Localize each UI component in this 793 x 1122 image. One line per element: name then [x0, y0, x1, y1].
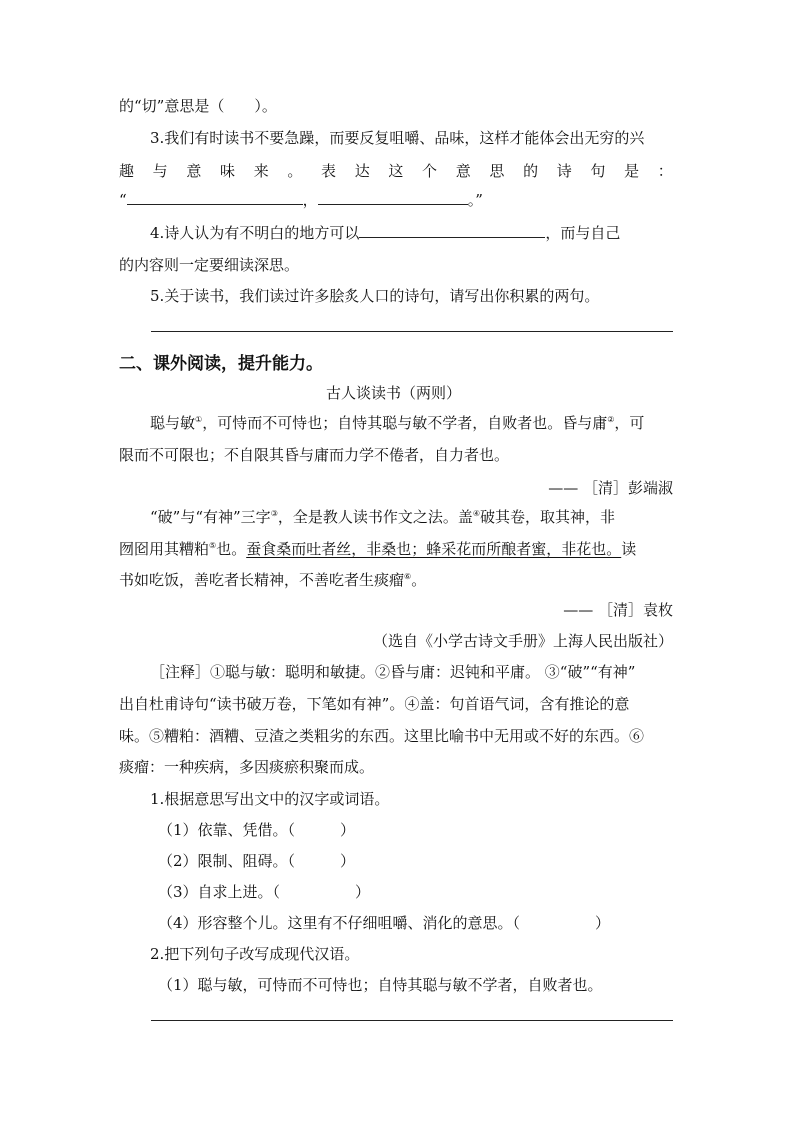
question-1: 1.根据意思写出文中的汉字或词语。 [150, 790, 390, 808]
q3-char: 是 [624, 162, 640, 180]
q3-char: 趣 [119, 162, 135, 180]
q3-char: 意 [186, 162, 202, 180]
notes-line2: 出自杜甫诗句“读书破万卷，下笔如有神”。④盖：句首语气词，含有推论的意 [119, 695, 630, 713]
underlined-sentence: 蚕食桑而吐者丝，非桑也；蜂采花而所酿者蜜，非花也。 [246, 540, 622, 558]
q3-char: ： [657, 162, 673, 180]
q5: 5.关于读书，我们读过许多脍炙人口的诗句，请写出你积累的两句。 [150, 287, 600, 305]
text: 聪与敏 [150, 414, 196, 432]
q3-blank-1[interactable] [127, 204, 303, 205]
footnote-mark: ⑤ [209, 541, 217, 550]
q3-char: 味 [220, 162, 236, 180]
text: 。 [411, 571, 427, 589]
question-1-1: （1）依靠、凭借。（ ） [158, 821, 356, 839]
q3-char: 思 [489, 162, 505, 180]
text: 也。 [216, 540, 247, 558]
source: （选自《小学古诗文手册》上海人民出版社） [372, 632, 673, 650]
q2-1-answer-line[interactable] [151, 1020, 673, 1021]
q3-blank-2[interactable] [318, 204, 468, 205]
q4-blank[interactable] [359, 237, 545, 238]
text: ，全是教人读书作文之法。盖 [277, 508, 473, 526]
q3-char: 达 [354, 162, 370, 180]
footnote-mark: ⑥ [404, 572, 412, 581]
passage-title: 古人谈读书（两则） [326, 384, 462, 402]
notes-line4: 痰瘤：一种疾病，多因痰瘀积聚而成。 [119, 758, 375, 776]
q3-char: 意 [455, 162, 471, 180]
q3-char: 来 [253, 162, 269, 180]
text: 囫囵用其糟粕 [119, 540, 210, 558]
q3-char: 这 [388, 162, 404, 180]
question-1-3: （3）自求上进。（ ） [158, 883, 371, 901]
q3-line2 [119, 160, 673, 181]
q2-tail: 的“切”意思是（ ）。 [119, 97, 277, 115]
q4-line2: 的内容则一定要细读深思。 [119, 256, 300, 274]
q3-line1: 3.我们有时读书不要急躁，而要反复咀嚼、品味，这样才能体会出无穷的兴 [150, 129, 645, 147]
q3-char: 诗 [556, 162, 572, 180]
passage2-line1 [150, 506, 615, 527]
close-quote: 。” [467, 191, 483, 209]
footnote-mark: ④ [472, 509, 481, 518]
q4-text-a: 4.诗人认为有不明白的地方可以 [150, 224, 360, 242]
passage1-line1 [150, 412, 644, 433]
question-1-2: （2）限制、阻碍。（ ） [158, 852, 356, 870]
notes-line3: 味。⑤糟粕：酒糟、豆渣之类粗劣的东西。这里比喻书中无用或不好的东西。⑥ [119, 727, 645, 745]
passage1-line2: 限而不可限也；不自限其昏与庸而力学不倦者，自力者也。 [119, 446, 510, 464]
footnote-mark: ① [195, 415, 203, 424]
author-1: —— ［清］彭端淑 [548, 479, 673, 497]
section-heading: 二、课外阅读，提升能力。 [119, 354, 323, 374]
comma: ， [302, 191, 318, 209]
question-2: 2.把下列句子改写成现代汉语。 [150, 945, 360, 963]
q3-char: 的 [523, 162, 539, 180]
text: 读 [621, 540, 637, 558]
text: 书如吃饭，善吃者长精神，不善吃者生痰瘤 [119, 571, 405, 589]
text: 破其卷，取其神，非 [480, 508, 616, 526]
author-2: —— ［清］袁枚 [563, 601, 673, 619]
q3-char: 个 [422, 162, 438, 180]
text: ，可 [614, 414, 645, 432]
q3-char: 。 [287, 162, 303, 180]
footnote-mark: ② [607, 415, 615, 424]
q3-char: 句 [590, 162, 606, 180]
question-2-1: （1）聪与敏，可恃而不可恃也；自恃其聪与敏不学者，自败者也。 [158, 976, 603, 994]
notes-line1: ［注释］①聪与敏：聪明和敏捷。②昏与庸：迟钝和平庸。 ③“破”“有神” [150, 663, 636, 681]
text: “破”与“有神”三字 [150, 508, 271, 526]
q5-answer-line[interactable] [151, 331, 673, 332]
q3-char: 与 [152, 162, 168, 180]
passage2-line3 [119, 569, 426, 590]
q4-line1 [150, 222, 620, 243]
footnote-mark: ③ [270, 509, 278, 518]
open-quote: “ [119, 191, 127, 209]
question-1-4: （4）形容整个儿。这里有不仔细咀嚼、消化的意思。（ ） [158, 914, 611, 932]
passage2-line2 [119, 538, 636, 559]
q3-char: 表 [321, 162, 337, 180]
q4-text-b: ，而与自己 [545, 224, 621, 242]
q3-answer-line [119, 189, 483, 210]
text: ，可恃而不可恃也；自恃其聪与敏不学者，自败者也。昏与庸 [202, 414, 608, 432]
